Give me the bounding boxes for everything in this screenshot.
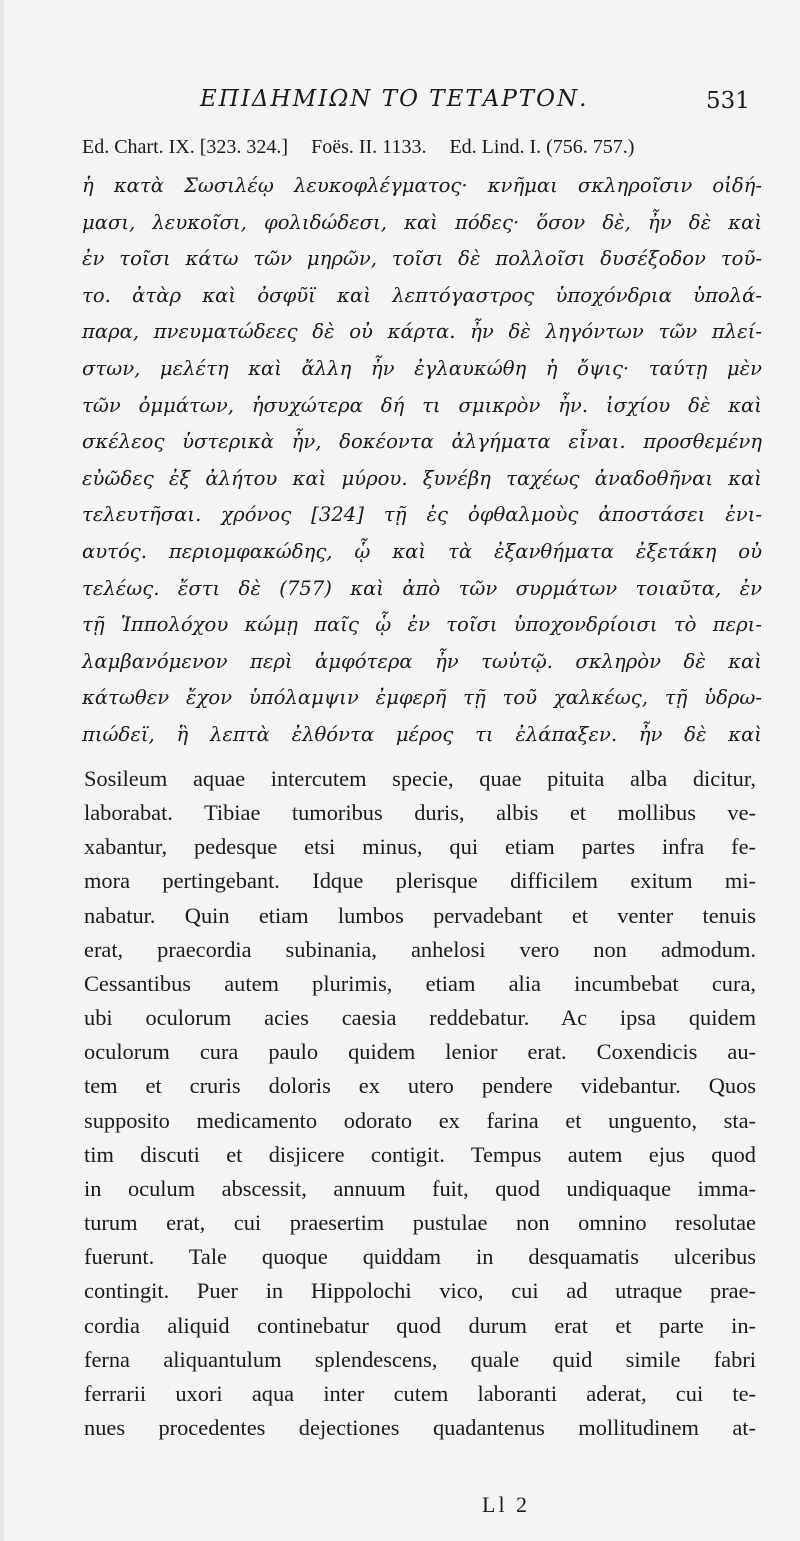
running-title: ΕΠΙΔΗΜΙΩΝ ΤΟ ΤΕΤΑΡΤΟΝ. (200, 86, 589, 112)
greek-line: τῶν ὀμμάτων, ἡσυχώτερα δή τι σμικρὸν ἦν. ἰσχίου δὲ καὶ (82, 393, 762, 417)
latin-line: ferna aliquantulum splendescens, quale quid simile fabri (84, 1346, 756, 1372)
latin-line: erat, praecordia subinania, anhelosi vero non admodum. (84, 936, 756, 962)
latin-line: xabantur, pedesque etsi minus, qui etiam partes infra fe- (84, 834, 756, 860)
greek-line: το. ἀτὰρ καὶ ὀσφῦϊ καὶ λεπτόγαστρος ὑποχόνδρια ὑπολά- (82, 283, 762, 307)
latin-line: oculorum cura paulo quidem lenior erat. Coxendicis au- (84, 1039, 756, 1065)
greek-line: ἐν τοῖσι κάτω τῶν μηρῶν, τοῖσι δὲ πολλοῖσι δυσέξοδον τοῦ- (82, 247, 762, 271)
latin-line: ubi oculorum acies caesia reddebatur. Ac ipsa quidem (84, 1005, 756, 1031)
latin-line: in oculum abscessit, annuum fuit, quod undiquaque imma- (84, 1175, 756, 1201)
latin-line: contingit. Puer in Hippolochi vico, cui ad utraque prae- (84, 1278, 756, 1304)
signature-mark: Ll 2 (482, 1492, 531, 1517)
greek-line: αυτός. περιομφακώδης, ᾧ καὶ τὰ ἐξανθήματα ἐξετάκη οὐ (82, 539, 762, 563)
greek-line: κάτωθεν ἔχον ὑπόλαμψιν ἐμφερῆ τῇ τοῦ χαλκέως, τῇ ὑδρω- (82, 686, 762, 710)
edition-references (82, 136, 782, 159)
latin-line: fuerunt. Tale quoque quiddam in desquamatis ulceribus (84, 1244, 756, 1270)
latin-line: nues procedentes dejectiones quadantenus mollitudinem at- (84, 1414, 756, 1440)
greek-line: λαμβανόμενον περὶ ἀμφότερα ἦν τωὐτῷ. σκληρὸν δὲ καὶ (82, 649, 762, 673)
greek-line: μασι, λευκοῖσι, φολιδώδεσι, καὶ πόδες· ὅσον δὲ, ἦν δὲ καὶ (82, 210, 762, 234)
latin-line: supposito medicamento odorato ex farina et unguento, sta- (84, 1107, 756, 1133)
latin-line: tem et cruris doloris ex utero pendere videbantur. Quos (84, 1073, 756, 1099)
latin-line: turum erat, cui praesertim pustulae non omnino resolutae (84, 1210, 756, 1236)
greek-line: στων, μελέτη καὶ ἄλλη ἦν ἐγλαυκώθη ἡ ὄψις· ταύτῃ μὲν (82, 356, 762, 380)
latin-line: Cessantibus autem plurimis, etiam alia incumbebat cura, (84, 970, 756, 996)
greek-line: τελέως. ἔστι δὲ (757) καὶ ἀπὸ τῶν συρμάτων τοιαῦτα, ἐν (82, 576, 762, 600)
greek-line: παρα, πνευματώδεες δὲ οὐ κάρτα. ἦν δὲ ληγόντων τῶν πλεί- (82, 320, 762, 344)
latin-line: cordia aliquid continebatur quod durum erat et parte in- (84, 1312, 756, 1338)
latin-line: tim discuti et disjicere contigit. Tempus autem ejus quod (84, 1141, 756, 1167)
greek-line: ἡ κατὰ Σωσιλέῳ λευκοφλέγματος· κνῆμαι σκληροῖσιν οἰδή- (82, 174, 762, 197)
greek-line: τῇ Ἱππολόχου κώμῃ παῖς ᾧ ἐν τοῖσι ὑποχονδρίοισι τὸ περι- (82, 613, 762, 637)
greek-line: εὐῶδες ἐξ ἀλήτου καὶ μύρου. ξυνέβη ταχέως ἀναδοθῆναι καὶ (82, 466, 762, 490)
edition-chart-ref: Ed. Chart. IX. [323. 324.] (82, 136, 289, 158)
latin-line: Sosileum aquae intercutem specie, quae pituita alba dicitur, (84, 766, 756, 791)
greek-text (82, 168, 762, 754)
latin-line: ferrarii uxori aqua inter cutem laboranti aderat, cui te- (84, 1380, 756, 1406)
page-number: 531 (706, 88, 750, 114)
edition-foes-ref: Foës. II. 1133. (311, 136, 427, 158)
greek-line: πιώδεϊ, ἣ λεπτὰ ἐλθόντα μέρος τι ἐλάπαξεν. ἦν δὲ καὶ (82, 722, 762, 746)
edition-lind-ref: Ed. Lind. I. (756. 757.) (449, 136, 635, 158)
greek-line: τελευτῆσαι. χρόνος [324] τῇ ἐς ὀφθαλμοὺς ἀποστάσει ἐνι- (82, 503, 762, 527)
page-gutter (0, 0, 4, 1541)
running-head (0, 86, 800, 120)
greek-line: σκέλεος ὑστερικὰ ἦν, δοκέοντα ἀλγήματα εἶναι. προσθεμένη (82, 430, 762, 454)
latin-line: laborabat. Tibiae tumoribus duris, albis et mollibus ve- (84, 800, 756, 826)
latin-line: nabatur. Quin etiam lumbos pervadebant et venter tenuis (84, 902, 756, 928)
latin-line: mora pertingebant. Idque plerisque difficilem exitum mi- (84, 868, 756, 894)
latin-translation (84, 762, 756, 1445)
